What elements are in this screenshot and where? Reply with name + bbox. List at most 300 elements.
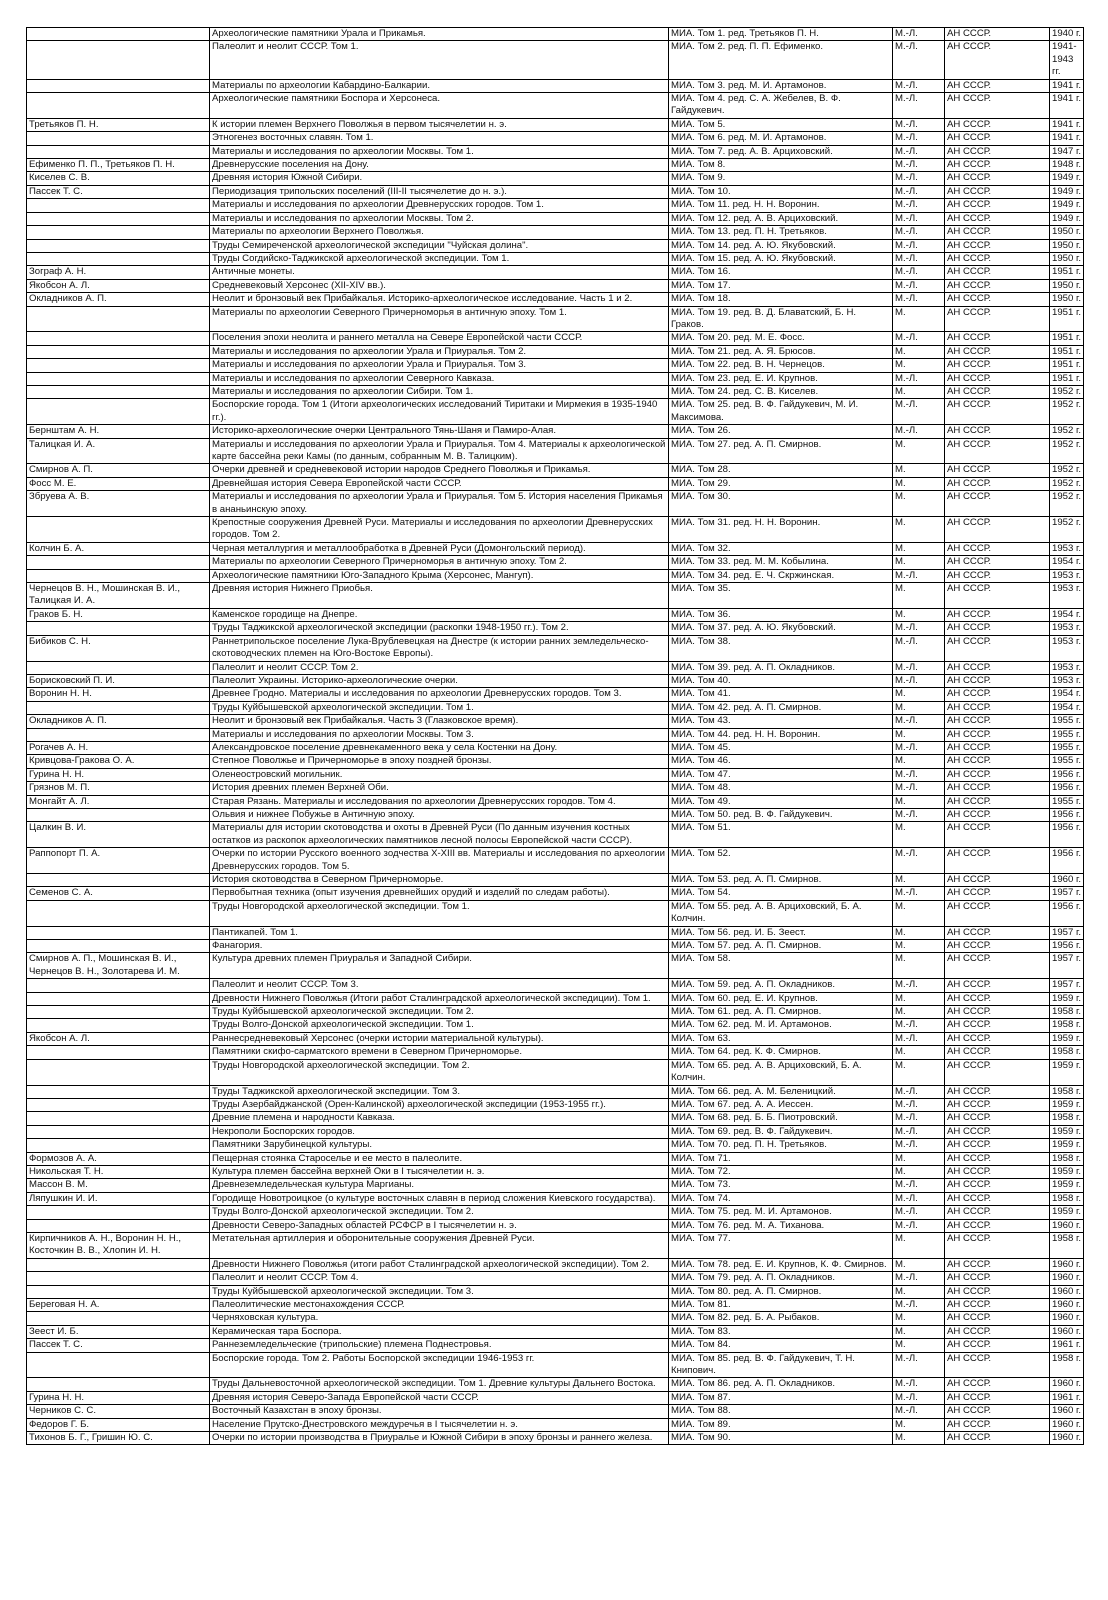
author-cell: Колчин Б. А. [27, 542, 210, 555]
table-row [27, 172, 1084, 185]
title-cell: Палеолит Украины. Историко-археологические очерки. [210, 674, 669, 687]
year-cell: 1960 г. [1050, 1219, 1084, 1232]
title-cell: Труды Согдийско-Таджикской археологической экспедиции. Том 1. [210, 252, 669, 265]
table-row [27, 306, 1084, 332]
publisher-cell: АН СССР. [945, 1339, 1050, 1352]
city-cell: М. [893, 359, 945, 372]
author-cell [27, 1019, 210, 1032]
publisher-cell: АН СССР. [945, 1352, 1050, 1378]
city-cell: М. [893, 953, 945, 979]
author-cell [27, 622, 210, 635]
year-cell: 1959 г. [1050, 1059, 1084, 1085]
city-cell: М. [893, 992, 945, 1005]
author-cell [27, 808, 210, 821]
city-cell: М. [893, 688, 945, 701]
publisher-cell: АН СССР. [945, 1272, 1050, 1285]
city-cell: М. [893, 1339, 945, 1352]
series-cell: МИА. Том 86. ред. А. П. Окладников. [669, 1378, 893, 1391]
title-cell: Материалы и исследования по археологии Москвы. Том 2. [210, 212, 669, 225]
publisher-cell: АН СССР. [945, 372, 1050, 385]
series-cell: МИА. Том 42. ред. А. П. Смирнов. [669, 701, 893, 714]
city-cell: М.-Л. [893, 1206, 945, 1219]
series-cell: МИА. Том 40. [669, 674, 893, 687]
series-cell: МИА. Том 84. [669, 1339, 893, 1352]
title-cell: Материалы и исследования по археологии Северного Кавказа. [210, 372, 669, 385]
year-cell: 1952 г. [1050, 425, 1084, 438]
city-cell: М.-Л. [893, 1192, 945, 1205]
bibliography-table [26, 27, 1084, 1445]
title-cell: Очерки по истории производства в Приуралье и Южной Сибири в эпоху бронзы и раннего железа. [210, 1432, 669, 1445]
year-cell: 1953 г. [1050, 583, 1084, 609]
title-cell: Материалы и исследования по археологии Урала и Приуралья. Том 4. Материалы к археологической карте бассейна реки Камы (по данным, собранным М. В. Талицким). [210, 438, 669, 464]
series-cell: МИА. Том 64. ред. К. Ф. Смирнов. [669, 1046, 893, 1059]
table-row [27, 1418, 1084, 1431]
year-cell: 1954 г. [1050, 556, 1084, 569]
publisher-cell: АН СССР. [945, 517, 1050, 543]
author-cell [27, 701, 210, 714]
publisher-cell: АН СССР. [945, 1112, 1050, 1125]
city-cell: М.-Л. [893, 185, 945, 198]
publisher-cell: АН СССР. [945, 1098, 1050, 1111]
city-cell: М. [893, 477, 945, 490]
author-cell: Граков Б. Н. [27, 608, 210, 621]
city-cell: М. [893, 385, 945, 398]
publisher-cell: АН СССР. [945, 252, 1050, 265]
series-cell: МИА. Том 90. [669, 1432, 893, 1445]
table-row [27, 822, 1084, 848]
table-row [27, 1165, 1084, 1178]
table-row [27, 782, 1084, 795]
year-cell: 1953 г. [1050, 542, 1084, 555]
title-cell: Труды Новгородской археологической экспедиции. Том 1. [210, 900, 669, 926]
table-row [27, 1339, 1084, 1352]
title-cell: Материалы и исследования по археологии Древнерусских городов. Том 1. [210, 199, 669, 212]
title-cell: Старая Рязань. Материалы и исследования по археологии Древнерусских городов. Том 4. [210, 795, 669, 808]
author-cell [27, 359, 210, 372]
table-row [27, 239, 1084, 252]
author-cell [27, 900, 210, 926]
table-row [27, 808, 1084, 821]
city-cell: М. [893, 795, 945, 808]
author-cell [27, 1272, 210, 1285]
series-cell: МИА. Том 33. ред. М. М. Кобылина. [669, 556, 893, 569]
city-cell: М.-Л. [893, 1179, 945, 1192]
table-row [27, 992, 1084, 1005]
table-row [27, 1258, 1084, 1271]
table-row [27, 1098, 1084, 1111]
city-cell: М.-Л. [893, 293, 945, 306]
author-cell [27, 1098, 210, 1111]
series-cell: МИА. Том 49. [669, 795, 893, 808]
series-cell: МИА. Том 20. ред. М. Е. Фосс. [669, 332, 893, 345]
year-cell: 1960 г. [1050, 1272, 1084, 1285]
year-cell: 1941 г. [1050, 93, 1084, 119]
title-cell: Труды Дальневосточной археологической экспедиции. Том 1. Древние культуры Дальнего Востока. [210, 1378, 669, 1391]
title-cell: Ольвия и нижнее Побужье в Античную эпоху. [210, 808, 669, 821]
author-cell: Семенов С. А. [27, 887, 210, 900]
title-cell: Древнейшая история Севера Европейской части СССР. [210, 477, 669, 490]
table-row [27, 28, 1084, 41]
publisher-cell: АН СССР. [945, 1206, 1050, 1219]
author-cell: Бибиков С. Н. [27, 635, 210, 661]
city-cell: М.-Л. [893, 1098, 945, 1111]
year-cell: 1950 г. [1050, 239, 1084, 252]
title-cell: Материалы по археологии Северного Причерноморья в античную эпоху. Том 2. [210, 556, 669, 569]
publisher-cell: АН СССР. [945, 1125, 1050, 1138]
city-cell: М. [893, 701, 945, 714]
year-cell: 1948 г. [1050, 159, 1084, 172]
table-row [27, 345, 1084, 358]
author-cell [27, 1258, 210, 1271]
city-cell: М.-Л. [893, 622, 945, 635]
table-row [27, 41, 1084, 79]
year-cell: 1954 г. [1050, 688, 1084, 701]
city-cell: М. [893, 1046, 945, 1059]
series-cell: МИА. Том 54. [669, 887, 893, 900]
city-cell: М.-Л. [893, 979, 945, 992]
publisher-cell: АН СССР. [945, 145, 1050, 158]
city-cell: М. [893, 1285, 945, 1298]
publisher-cell: АН СССР. [945, 159, 1050, 172]
year-cell: 1958 г. [1050, 1152, 1084, 1165]
table-row [27, 874, 1084, 887]
series-cell: МИА. Том 6. ред. М. И. Артамонов. [669, 132, 893, 145]
author-cell: Ляпушкин И. И. [27, 1192, 210, 1205]
city-cell: М.-Л. [893, 399, 945, 425]
city-cell: М. [893, 940, 945, 953]
title-cell: Археологические памятники Юго-Западного Крыма (Херсонес, Мангуп). [210, 569, 669, 582]
year-cell: 1956 г. [1050, 848, 1084, 874]
series-cell: МИА. Том 10. [669, 185, 893, 198]
title-cell: Историко-археологические очерки Центрального Тянь-Шаня и Памиро-Алая. [210, 425, 669, 438]
city-cell: М.-Л. [893, 569, 945, 582]
series-cell: МИА. Том 23. ред. Е. И. Крупнов. [669, 372, 893, 385]
publisher-cell: АН СССР. [945, 953, 1050, 979]
city-cell: М.-Л. [893, 635, 945, 661]
publisher-cell: АН СССР. [945, 1085, 1050, 1098]
author-cell: Окладников А. П. [27, 293, 210, 306]
year-cell: 1958 г. [1050, 1006, 1084, 1019]
year-cell: 1953 г. [1050, 674, 1084, 687]
title-cell: Первобытная техника (опыт изучения древнейших орудий и изделий по следам работы). [210, 887, 669, 900]
author-cell [27, 372, 210, 385]
table-row [27, 1006, 1084, 1019]
publisher-cell: АН СССР. [945, 542, 1050, 555]
year-cell: 1952 г. [1050, 491, 1084, 517]
year-cell: 1951 г. [1050, 359, 1084, 372]
publisher-cell: АН СССР. [945, 1232, 1050, 1258]
city-cell: М.-Л. [893, 887, 945, 900]
city-cell: М. [893, 556, 945, 569]
publisher-cell: АН СССР. [945, 701, 1050, 714]
city-cell: М. [893, 926, 945, 939]
author-cell: Береговая Н. А. [27, 1299, 210, 1312]
publisher-cell: АН СССР. [945, 1219, 1050, 1232]
series-cell: МИА. Том 41. [669, 688, 893, 701]
publisher-cell: АН СССР. [945, 118, 1050, 131]
year-cell: 1960 г. [1050, 1299, 1084, 1312]
title-cell: Материалы и исследования по археологии Москвы. Том 1. [210, 145, 669, 158]
series-cell: МИА. Том 39. ред. А. П. Окладников. [669, 661, 893, 674]
title-cell: Археологические памятники Боспора и Херсонеса. [210, 93, 669, 119]
table-row [27, 212, 1084, 225]
table-row [27, 1219, 1084, 1232]
title-cell: Метательная артиллерия и оборонительные сооружения Древней Руси. [210, 1232, 669, 1258]
title-cell: Черная металлургия и металлообработка в Древней Руси (Домонгольский период). [210, 542, 669, 555]
city-cell: М.-Л. [893, 159, 945, 172]
table-row [27, 1391, 1084, 1404]
publisher-cell: АН СССР. [945, 28, 1050, 41]
city-cell: М.-Л. [893, 226, 945, 239]
series-cell: МИА. Том 61. ред. А. П. Смирнов. [669, 1006, 893, 1019]
series-cell: МИА. Том 65. ред. А. В. Арциховский, Б. А. Колчин. [669, 1059, 893, 1085]
author-cell: Раппопорт П. А. [27, 848, 210, 874]
year-cell: 1960 г. [1050, 1312, 1084, 1325]
title-cell: Раннетрипольское поселение Лука-Врублевецкая на Днестре (к истории ранних земледельческо-скотоводческих племен на Юго-Востоке Европы). [210, 635, 669, 661]
publisher-cell: АН СССР. [945, 782, 1050, 795]
publisher-cell: АН СССР. [945, 1325, 1050, 1338]
title-cell: Очерки по истории Русского военного зодчества X-XIII вв. Материалы и исследования по археологии Древнерусских городов. Том 5. [210, 848, 669, 874]
author-cell [27, 1059, 210, 1085]
year-cell: 1950 г. [1050, 293, 1084, 306]
city-cell: М.-Л. [893, 1125, 945, 1138]
year-cell: 1950 г. [1050, 279, 1084, 292]
author-cell [27, 874, 210, 887]
year-cell: 1941-1943 гг. [1050, 41, 1084, 79]
series-cell: МИА. Том 63. [669, 1032, 893, 1045]
year-cell: 1958 г. [1050, 1019, 1084, 1032]
table-row [27, 926, 1084, 939]
author-cell [27, 1285, 210, 1298]
series-cell: МИА. Том 18. [669, 293, 893, 306]
publisher-cell: АН СССР. [945, 464, 1050, 477]
author-cell [27, 132, 210, 145]
author-cell [27, 661, 210, 674]
author-cell: Третьяков П. Н. [27, 118, 210, 131]
author-cell [27, 1352, 210, 1378]
year-cell: 1959 г. [1050, 992, 1084, 1005]
year-cell: 1954 г. [1050, 701, 1084, 714]
series-cell: МИА. Том 17. [669, 279, 893, 292]
title-cell: Древние племена и народности Кавказа. [210, 1112, 669, 1125]
series-cell: МИА. Том 74. [669, 1192, 893, 1205]
publisher-cell: АН СССР. [945, 674, 1050, 687]
author-cell [27, 1112, 210, 1125]
author-cell [27, 1085, 210, 1098]
author-cell: Федоров Г. Б. [27, 1418, 210, 1431]
table-row [27, 1019, 1084, 1032]
title-cell: Неолит и бронзовый век Прибайкалья. Историко-археологическое исследование. Часть 1 и 2. [210, 293, 669, 306]
series-cell: МИА. Том 85. ред. В. Ф. Гайдукевич, Т. Н. Книпович. [669, 1352, 893, 1378]
title-cell: Материалы по археологии Кабардино-Балкарии. [210, 79, 669, 92]
publisher-cell: АН СССР. [945, 900, 1050, 926]
year-cell: 1951 г. [1050, 266, 1084, 279]
series-cell: МИА. Том 66. ред. А. М. Беленицкий. [669, 1085, 893, 1098]
title-cell: История древних племен Верхней Оби. [210, 782, 669, 795]
publisher-cell: АН СССР. [945, 608, 1050, 621]
title-cell: Труды Волго-Донской археологической экспедиции. Том 2. [210, 1206, 669, 1219]
title-cell: Оленеостровский могильник. [210, 768, 669, 781]
table-row [27, 1405, 1084, 1418]
table-row [27, 226, 1084, 239]
title-cell: Труды Куйбышевской археологической экспедиции. Том 3. [210, 1285, 669, 1298]
table-row [27, 768, 1084, 781]
author-cell: Монгайт А. Л. [27, 795, 210, 808]
publisher-cell: АН СССР. [945, 1032, 1050, 1045]
title-cell: Материалы по археологии Верхнего Поволжья. [210, 226, 669, 239]
series-cell: МИА. Том 2. ред. П. П. Ефименко. [669, 41, 893, 79]
author-cell: Смирнов А. П., Мошинская В. И., Чернецов В. Н., Золотарева И. М. [27, 953, 210, 979]
year-cell: 1956 г. [1050, 900, 1084, 926]
table-row [27, 332, 1084, 345]
table-row [27, 940, 1084, 953]
series-cell: МИА. Том 11. ред. Н. Н. Воронин. [669, 199, 893, 212]
city-cell: М. [893, 1006, 945, 1019]
publisher-cell: АН СССР. [945, 226, 1050, 239]
year-cell: 1941 г. [1050, 132, 1084, 145]
title-cell: Древнее Гродно. Материалы и исследования по археологии Древнерусских городов. Том 3. [210, 688, 669, 701]
publisher-cell: АН СССР. [945, 1019, 1050, 1032]
city-cell: М.-Л. [893, 715, 945, 728]
publisher-cell: АН СССР. [945, 848, 1050, 874]
publisher-cell: АН СССР. [945, 306, 1050, 332]
year-cell: 1949 г. [1050, 172, 1084, 185]
publisher-cell: АН СССР. [945, 583, 1050, 609]
table-row [27, 359, 1084, 372]
author-cell [27, 93, 210, 119]
table-row [27, 741, 1084, 754]
title-cell: Население Прутско-Днестровского междуречья в I тысячелетии н. э. [210, 1418, 669, 1431]
title-cell: Труды Таджикской археологической экспедиции. Том 3. [210, 1085, 669, 1098]
publisher-cell: АН СССР. [945, 279, 1050, 292]
publisher-cell: АН СССР. [945, 1046, 1050, 1059]
table-row [27, 132, 1084, 145]
title-cell: Труды Новгородской археологической экспедиции. Том 2. [210, 1059, 669, 1085]
city-cell: М.-Л. [893, 661, 945, 674]
series-cell: МИА. Том 45. [669, 741, 893, 754]
year-cell: 1959 г. [1050, 1206, 1084, 1219]
author-cell [27, 306, 210, 332]
publisher-cell: АН СССР. [945, 569, 1050, 582]
city-cell: М. [893, 464, 945, 477]
title-cell: Материалы и исследования по археологии Сибири. Том 1. [210, 385, 669, 398]
title-cell: Этногенез восточных славян. Том 1. [210, 132, 669, 145]
table-row [27, 1085, 1084, 1098]
publisher-cell: АН СССР. [945, 622, 1050, 635]
series-cell: МИА. Том 29. [669, 477, 893, 490]
publisher-cell: АН СССР. [945, 93, 1050, 119]
city-cell: М. [893, 822, 945, 848]
series-cell: МИА. Том 24. ред. С. В. Киселев. [669, 385, 893, 398]
year-cell: 1953 г. [1050, 622, 1084, 635]
title-cell: Пещерная стоянка Староселье и ее место в палеолите. [210, 1152, 669, 1165]
title-cell: Палеолит и неолит СССР. Том 4. [210, 1272, 669, 1285]
author-cell: Массон В. М. [27, 1179, 210, 1192]
author-cell [27, 226, 210, 239]
table-row [27, 293, 1084, 306]
year-cell: 1960 г. [1050, 1405, 1084, 1418]
table-row [27, 635, 1084, 661]
publisher-cell: АН СССР. [945, 556, 1050, 569]
series-cell: МИА. Том 5. [669, 118, 893, 131]
table-row [27, 1125, 1084, 1138]
publisher-cell: АН СССР. [945, 768, 1050, 781]
author-cell [27, 332, 210, 345]
year-cell: 1956 г. [1050, 782, 1084, 795]
author-cell [27, 79, 210, 92]
author-cell [27, 1206, 210, 1219]
year-cell: 1952 г. [1050, 385, 1084, 398]
publisher-cell: АН СССР. [945, 491, 1050, 517]
series-cell: МИА. Том 81. [669, 1299, 893, 1312]
publisher-cell: АН СССР. [945, 425, 1050, 438]
year-cell: 1951 г. [1050, 345, 1084, 358]
series-cell: МИА. Том 43. [669, 715, 893, 728]
city-cell: М.-Л. [893, 1085, 945, 1098]
table-row [27, 953, 1084, 979]
year-cell: 1957 г. [1050, 953, 1084, 979]
publisher-cell: АН СССР. [945, 874, 1050, 887]
table-row [27, 583, 1084, 609]
series-cell: МИА. Том 53. ред. А. П. Смирнов. [669, 874, 893, 887]
city-cell: М.-Л. [893, 1019, 945, 1032]
series-cell: МИА. Том 8. [669, 159, 893, 172]
author-cell [27, 728, 210, 741]
series-cell: МИА. Том 71. [669, 1152, 893, 1165]
title-cell: Культура древних племен Приуралья и Западной Сибири. [210, 953, 669, 979]
title-cell: Материалы и исследования по археологии Урала и Приуралья. Том 3. [210, 359, 669, 372]
table-row [27, 848, 1084, 874]
table-row [27, 491, 1084, 517]
series-cell: МИА. Том 3. ред. М. И. Артамонов. [669, 79, 893, 92]
series-cell: МИА. Том 47. [669, 768, 893, 781]
series-cell: МИА. Том 12. ред. А. В. Арциховский. [669, 212, 893, 225]
publisher-cell: АН СССР. [945, 41, 1050, 79]
title-cell: Античные монеты. [210, 266, 669, 279]
author-cell: Киселев С. В. [27, 172, 210, 185]
title-cell: Археологические памятники Урала и Прикамья. [210, 28, 669, 41]
table-row [27, 674, 1084, 687]
title-cell: Боспорские города. Том 2. Работы Боспорской экспедиции 1946-1953 гг. [210, 1352, 669, 1378]
author-cell: Зограф А. Н. [27, 266, 210, 279]
author-cell: Збруева А. В. [27, 491, 210, 517]
publisher-cell: АН СССР. [945, 1179, 1050, 1192]
series-cell: МИА. Том 7. ред. А. В. Арциховский. [669, 145, 893, 158]
title-cell: Древности Северо-Западных областей РСФСР в I тысячелетии н. э. [210, 1219, 669, 1232]
city-cell: М. [893, 1152, 945, 1165]
city-cell: М. [893, 755, 945, 768]
title-cell: Труды Семиреченской археологической экспедиции "Чуйская долина". [210, 239, 669, 252]
table-row [27, 715, 1084, 728]
city-cell: М.-Л. [893, 808, 945, 821]
table-row [27, 477, 1084, 490]
city-cell: М.-Л. [893, 425, 945, 438]
author-cell [27, 940, 210, 953]
year-cell: 1957 г. [1050, 979, 1084, 992]
table-row [27, 1046, 1084, 1059]
series-cell: МИА. Том 19. ред. В. Д. Блаватский, Б. Н. Граков. [669, 306, 893, 332]
author-cell: Борисковский П. И. [27, 674, 210, 687]
series-cell: МИА. Том 60. ред. Е. И. Крупнов. [669, 992, 893, 1005]
publisher-cell: АН СССР. [945, 185, 1050, 198]
author-cell [27, 1378, 210, 1391]
title-cell: Восточный Казахстан в эпоху бронзы. [210, 1405, 669, 1418]
year-cell: 1958 г. [1050, 1112, 1084, 1125]
city-cell: М. [893, 1165, 945, 1178]
publisher-cell: АН СССР. [945, 199, 1050, 212]
year-cell: 1950 г. [1050, 252, 1084, 265]
series-cell: МИА. Том 62. ред. М. И. Артамонов. [669, 1019, 893, 1032]
